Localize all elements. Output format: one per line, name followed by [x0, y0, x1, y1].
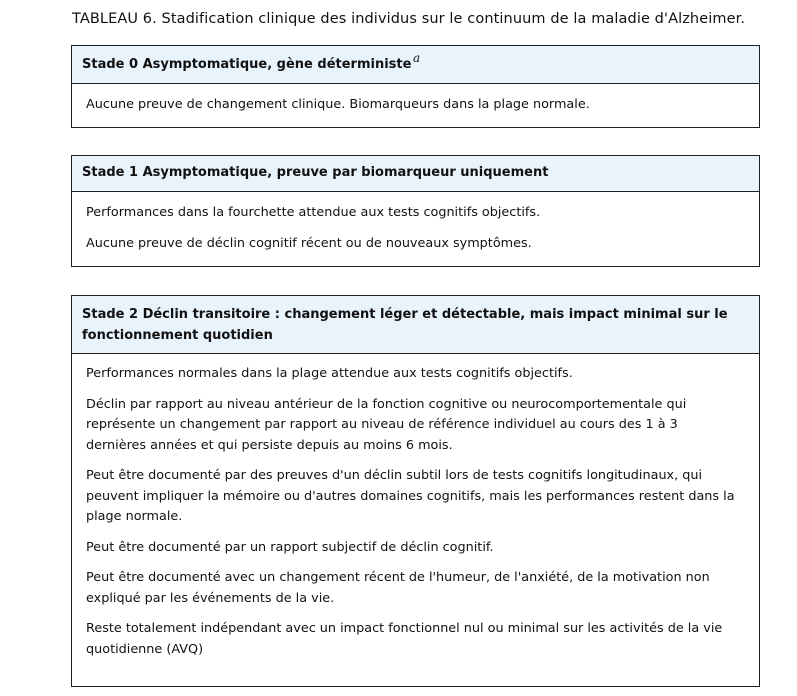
stage-2-item — [86, 619, 745, 660]
stage-2-item: Performances normales dans la plage attendue aux tests cognitifs objectifs. — [86, 366, 573, 381]
stage-0-footnote-mark: a — [413, 51, 421, 65]
table-caption — [72, 11, 745, 27]
stage-1-box — [71, 155, 760, 267]
stage-0-header — [72, 46, 759, 84]
stage-0-box — [71, 45, 760, 128]
stage-2-body — [72, 354, 759, 660]
stage-2-item-line: Peut être documenté avec un changement récent de l'humeur, de l'anxiété, de la motivation non — [86, 570, 710, 585]
table-caption-text: Stadification clinique des individus sur le continuum de la maladie d'Alzheimer. — [161, 11, 746, 27]
stage-2-header — [72, 296, 759, 354]
stage-0-item: Aucune preuve de changement clinique. Biomarqueurs dans la plage normale. — [86, 97, 590, 112]
stage-0-body — [72, 84, 759, 116]
stage-2-item-line: quotidienne (AVQ) — [86, 641, 204, 657]
stage-2-title-line: Stade 2 Déclin transitoire : changement léger et détectable, mais impact minimal sur le — [82, 307, 728, 322]
stage-2-item-line: dernières années et qui persiste depuis au moins 6 mois. — [86, 437, 453, 453]
stage-1-title: Stade 1 Asymptomatique, preuve par biomarqueur uniquement — [82, 165, 549, 180]
table-caption-label: TABLEAU 6. — [72, 11, 157, 27]
stage-2-item — [86, 568, 745, 609]
stage-2-item: Peut être documenté par un rapport subjectif de déclin cognitif. — [86, 539, 494, 555]
stage-2-item — [86, 395, 745, 457]
stage-2-item-line: expliqué par les événements de la vie. — [86, 590, 335, 606]
stage-0-title: Stade 0 Asymptomatique, gène déterministe — [82, 57, 412, 72]
stage-2-item-line: Déclin par rapport au niveau antérieur de la fonction cognitive ou neurocomportementale qui — [86, 396, 687, 412]
stage-1-body — [72, 192, 759, 254]
stage-2-item-line: peuvent impliquer la mémoire ou d'autres domaines cognitifs, mais les performances restent dans la — [86, 488, 735, 504]
stage-2-item-line: Reste totalement indépendant avec un impact fonctionnel nul ou minimal sur les activités de la vie — [86, 621, 723, 636]
stage-2-item-line: plage normale. — [86, 509, 183, 524]
stage-2-item-line: représente un changement par rapport au niveau de référence individuel au cours des 1 à 3 — [86, 417, 678, 432]
stage-2-item — [86, 466, 745, 528]
stage-2-box — [71, 295, 760, 687]
stage-2-item-line: Peut être documenté par des preuves d'un déclin subtil lors de tests cognitifs longitudinaux, qui — [86, 468, 703, 483]
stage-1-item: Aucune preuve de déclin cognitif récent ou de nouveaux symptômes. — [86, 235, 532, 251]
stage-1-header — [72, 156, 759, 192]
stage-2-title-line: fonctionnement quotidien — [82, 328, 273, 343]
stage-1-item: Performances dans la fourchette attendue aux tests cognitifs objectifs. — [86, 205, 541, 220]
